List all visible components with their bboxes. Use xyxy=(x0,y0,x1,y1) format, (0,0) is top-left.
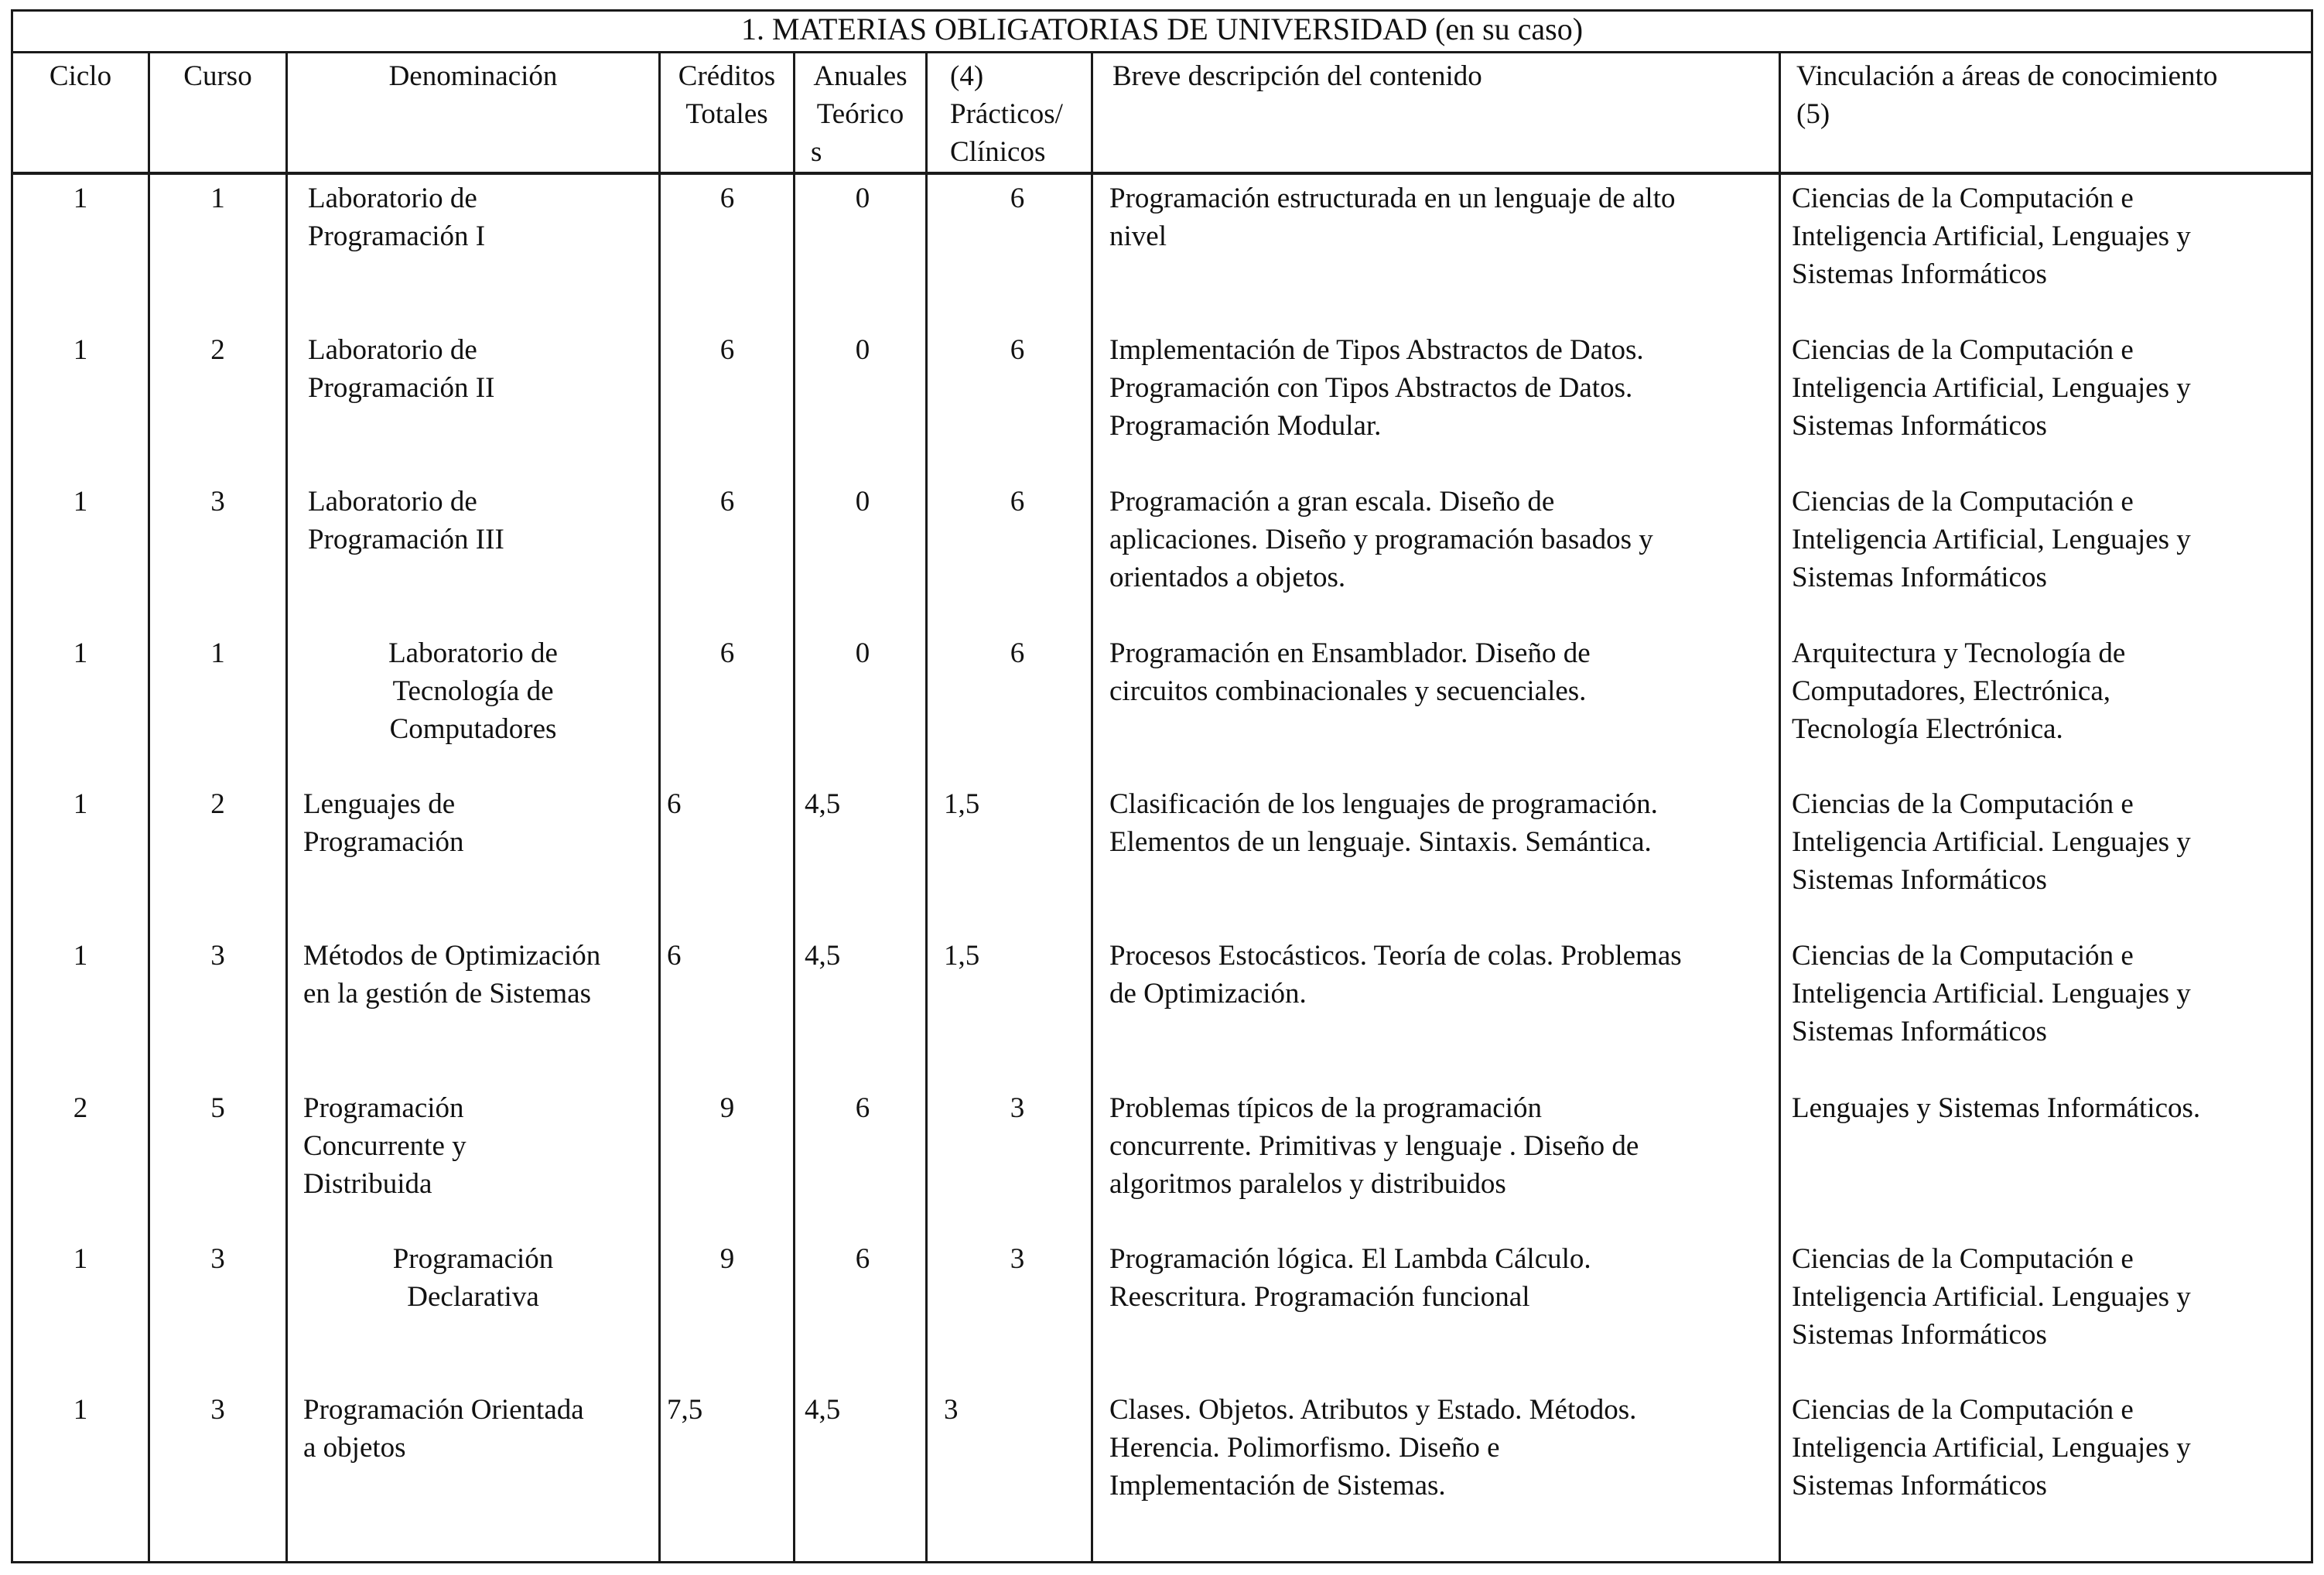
cell-ciclo: 1 xyxy=(73,637,88,669)
cell-vinculacion: Sistemas Informáticos xyxy=(1792,562,2047,593)
cell-creditos-totales: 9 xyxy=(719,1092,735,1124)
cell-creditos-totales: 7,5 xyxy=(667,1394,703,1426)
cell-vinculacion: Arquitectura y Tecnología de xyxy=(1792,637,2126,669)
cell-ciclo: 1 xyxy=(73,788,88,820)
cell-practicos: 6 xyxy=(1010,637,1025,669)
header-ciclo: Ciclo xyxy=(49,60,112,92)
header-vinculacion-line: Vinculación a áreas de conocimiento xyxy=(1796,60,2218,92)
cell-ciclo: 1 xyxy=(73,1243,88,1275)
cell-curso: 1 xyxy=(210,183,225,214)
cell-vinculacion: Lenguajes y Sistemas Informáticos. xyxy=(1792,1092,2201,1124)
cell-denominacion: Programación xyxy=(303,1092,464,1124)
cell-vinculacion: Sistemas Informáticos xyxy=(1792,1319,2047,1351)
cell-curso: 2 xyxy=(210,788,225,820)
header-practicos-line: Prácticos/ xyxy=(950,98,1063,130)
cell-ciclo: 1 xyxy=(73,334,88,366)
cell-denominacion: Lenguajes de xyxy=(303,788,456,820)
cell-creditos-totales: 6 xyxy=(719,183,735,214)
cell-teoricos: 6 xyxy=(855,1243,870,1275)
cell-denominacion: Distribuida xyxy=(303,1168,432,1200)
cell-vinculacion: Inteligencia Artificial. Lenguajes y xyxy=(1792,1281,2191,1313)
cell-vinculacion: Sistemas Informáticos xyxy=(1792,410,2047,442)
cell-creditos-totales: 6 xyxy=(719,334,735,366)
cell-creditos-totales: 6 xyxy=(667,940,682,972)
cell-descripcion: concurrente. Primitivas y lenguaje . Diseño de xyxy=(1109,1130,1639,1162)
cell-ciclo: 1 xyxy=(73,940,88,972)
cell-descripcion: Programación lógica. El Lambda Cálculo. xyxy=(1109,1243,1591,1275)
header-note-5: (5) xyxy=(1796,98,1830,130)
header-anuales-line: Anuales xyxy=(813,60,907,92)
cell-teoricos: 0 xyxy=(855,183,870,214)
cell-descripcion: Clases. Objetos. Atributos y Estado. Métodos. xyxy=(1109,1394,1637,1426)
cell-vinculacion: Sistemas Informáticos xyxy=(1792,1016,2047,1047)
cell-denominacion: Programación xyxy=(392,1243,554,1275)
header-teorico-line: Teórico xyxy=(816,98,904,130)
cell-denominacion: en la gestión de Sistemas xyxy=(303,978,591,1010)
cell-teoricos: 4,5 xyxy=(805,1394,841,1426)
cell-vinculacion: Ciencias de la Computación e xyxy=(1792,788,2134,820)
cell-ciclo: 1 xyxy=(73,183,88,214)
cell-vinculacion: Sistemas Informáticos xyxy=(1792,864,2047,896)
cell-vinculacion: Inteligencia Artificial, Lenguajes y xyxy=(1792,220,2191,252)
cell-practicos: 6 xyxy=(1010,486,1025,518)
cell-practicos: 3 xyxy=(1010,1243,1025,1275)
cell-descripcion: Programación a gran escala. Diseño de xyxy=(1109,486,1555,518)
cell-denominacion: a objetos xyxy=(303,1432,406,1464)
cell-descripcion: Programación estructurada en un lenguaje de alto xyxy=(1109,183,1676,214)
cell-vinculacion: Ciencias de la Computación e xyxy=(1792,1394,2134,1426)
cell-creditos-totales: 6 xyxy=(719,637,735,669)
cell-denominacion: Laboratorio de xyxy=(308,183,477,214)
cell-vinculacion: Ciencias de la Computación e xyxy=(1792,334,2134,366)
cell-practicos: 1,5 xyxy=(944,940,980,972)
header-note-4: (4) xyxy=(950,60,984,92)
cell-curso: 3 xyxy=(210,1394,225,1426)
col-divider-denominacion xyxy=(658,51,661,1563)
table-bottom-border xyxy=(11,1561,2313,1563)
cell-creditos-totales: 9 xyxy=(719,1243,735,1275)
cell-descripcion: aplicaciones. Diseño y programación basados y xyxy=(1109,524,1653,555)
cell-descripcion: orientados a objetos. xyxy=(1109,562,1346,593)
header-separator xyxy=(11,172,2313,175)
cell-denominacion: Programación I xyxy=(308,220,486,252)
cell-teoricos: 4,5 xyxy=(805,940,841,972)
cell-curso: 3 xyxy=(210,940,225,972)
header-creditos-line: Créditos xyxy=(678,60,776,92)
cell-denominacion: Laboratorio de xyxy=(308,334,477,366)
cell-denominacion: Programación III xyxy=(308,524,504,555)
cell-vinculacion: Inteligencia Artificial, Lenguajes y xyxy=(1792,372,2191,404)
header-denominacion: Denominación xyxy=(388,60,558,92)
cell-descripcion: Clasificación de los lenguajes de programación. xyxy=(1109,788,1658,820)
cell-descripcion: Elementos de un lenguaje. Sintaxis. Semántica. xyxy=(1109,826,1652,858)
table-title: 1. MATERIAS OBLIGATORIAS DE UNIVERSIDAD (en su caso) xyxy=(740,12,1584,46)
col-divider-practicos xyxy=(1091,51,1093,1563)
cell-descripcion: Programación con Tipos Abstractos de Datos. xyxy=(1109,372,1633,404)
col-divider-descripcion xyxy=(1779,51,1781,1563)
cell-teoricos: 0 xyxy=(855,334,870,366)
cell-teoricos: 0 xyxy=(855,486,870,518)
cell-vinculacion: Ciencias de la Computación e xyxy=(1792,183,2134,214)
cell-ciclo: 2 xyxy=(73,1092,88,1124)
cell-curso: 2 xyxy=(210,334,225,366)
cell-vinculacion: Inteligencia Artificial. Lenguajes y xyxy=(1792,826,2191,858)
header-descripcion: Breve descripción del contenido xyxy=(1112,60,1482,92)
cell-ciclo: 1 xyxy=(73,486,88,518)
cell-descripcion: Reescritura. Programación funcional xyxy=(1109,1281,1530,1313)
cell-teoricos: 6 xyxy=(855,1092,870,1124)
header-totales-line: Totales xyxy=(685,98,768,130)
cell-teoricos: 0 xyxy=(855,637,870,669)
header-clinicos-line: Clínicos xyxy=(950,136,1046,168)
cell-descripcion: Herencia. Polimorfismo. Diseño e xyxy=(1109,1432,1500,1464)
col-divider-curso xyxy=(285,51,288,1563)
cell-denominacion: Declarativa xyxy=(407,1281,539,1313)
cell-descripcion: Programación en Ensamblador. Diseño de xyxy=(1109,637,1591,669)
col-divider-totales xyxy=(793,51,795,1563)
cell-vinculacion: Sistemas Informáticos xyxy=(1792,1470,2047,1502)
table-right-border xyxy=(2311,9,2313,1563)
cell-vinculacion: Computadores, Electrónica, xyxy=(1792,675,2111,707)
cell-denominacion: Programación Orientada xyxy=(303,1394,584,1426)
cell-denominacion: Métodos de Optimización xyxy=(303,940,601,972)
cell-denominacion: Laboratorio de xyxy=(388,637,558,669)
cell-denominacion: Programación II xyxy=(308,372,495,404)
cell-curso: 1 xyxy=(210,637,225,669)
header-teoricos-suffix-line: s xyxy=(811,136,822,168)
cell-vinculacion: Sistemas Informáticos xyxy=(1792,258,2047,290)
cell-descripcion: de Optimización. xyxy=(1109,978,1307,1010)
cell-creditos-totales: 6 xyxy=(719,486,735,518)
cell-denominacion: Concurrente y xyxy=(303,1130,467,1162)
cell-curso: 3 xyxy=(210,486,225,518)
cell-descripcion: Procesos Estocásticos. Teoría de colas. Problemas xyxy=(1109,940,1682,972)
cell-vinculacion: Inteligencia Artificial, Lenguajes y xyxy=(1792,1432,2191,1464)
cell-practicos: 1,5 xyxy=(944,788,980,820)
cell-vinculacion: Ciencias de la Computación e xyxy=(1792,1243,2134,1275)
cell-practicos: 6 xyxy=(1010,183,1025,214)
cell-vinculacion: Inteligencia Artificial. Lenguajes y xyxy=(1792,978,2191,1010)
cell-denominacion: Computadores xyxy=(389,713,557,745)
cell-vinculacion: Ciencias de la Computación e xyxy=(1792,486,2134,518)
cell-vinculacion: Inteligencia Artificial, Lenguajes y xyxy=(1792,524,2191,555)
cell-descripcion: Problemas típicos de la programación xyxy=(1109,1092,1542,1124)
cell-denominacion: Programación xyxy=(303,826,464,858)
cell-practicos: 3 xyxy=(1010,1092,1025,1124)
cell-descripcion: Implementación de Tipos Abstractos de Datos. xyxy=(1109,334,1644,366)
cell-vinculacion: Ciencias de la Computación e xyxy=(1792,940,2134,972)
col-divider-teoricos xyxy=(925,51,928,1563)
title-separator xyxy=(11,51,2313,53)
cell-ciclo: 1 xyxy=(73,1394,88,1426)
cell-practicos: 3 xyxy=(944,1394,959,1426)
header-curso: Curso xyxy=(183,60,252,92)
cell-teoricos: 4,5 xyxy=(805,788,841,820)
cell-denominacion: Laboratorio de xyxy=(308,486,477,518)
cell-descripcion: Programación Modular. xyxy=(1109,410,1382,442)
cell-descripcion: Implementación de Sistemas. xyxy=(1109,1470,1446,1502)
cell-curso: 5 xyxy=(210,1092,225,1124)
cell-descripcion: circuitos combinacionales y secuenciales. xyxy=(1109,675,1587,707)
cell-vinculacion: Tecnología Electrónica. xyxy=(1792,713,2063,745)
cell-descripcion: algoritmos paralelos y distribuidos xyxy=(1109,1168,1506,1200)
cell-curso: 3 xyxy=(210,1243,225,1275)
cell-creditos-totales: 6 xyxy=(667,788,682,820)
cell-denominacion: Tecnología de xyxy=(392,675,554,707)
cell-descripcion: nivel xyxy=(1109,220,1167,252)
cell-practicos: 6 xyxy=(1010,334,1025,366)
